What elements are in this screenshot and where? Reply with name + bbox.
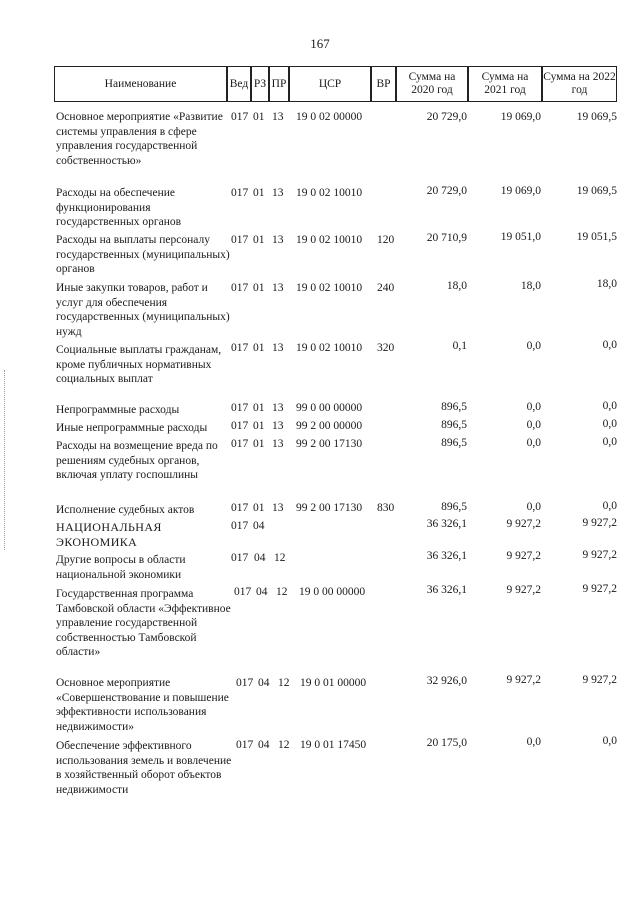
row-rz: 01 — [253, 282, 265, 294]
row-rz: 01 — [253, 438, 265, 450]
row-name: Основное мероприятие «Совершенствование и повышение эффективности использования недвижимости» — [56, 677, 229, 733]
row-ved: 017 — [231, 282, 249, 294]
row-pr: 13 — [272, 502, 284, 514]
row-csr: 99 2 00 17130 — [296, 502, 363, 514]
row-pr: 13 — [272, 420, 284, 432]
row-csr: 19 0 02 10010 — [296, 282, 363, 294]
row-sum-2020: 896,5 — [441, 419, 467, 431]
row-ved: 017 — [231, 342, 249, 354]
row-sum-2020: 18,0 — [446, 280, 467, 292]
row-sum-2021: 18,0 — [520, 280, 541, 292]
row-sum-2021: 19 069,0 — [500, 111, 541, 123]
row-sum-2020: 896,5 — [441, 501, 467, 513]
row-rz: 01 — [253, 111, 265, 123]
row-sum-2020: 0,1 — [452, 340, 467, 352]
row-sum-2020: 36 326,1 — [426, 550, 467, 562]
row-sum-2021: 19 051,0 — [500, 231, 541, 243]
row-pr: 13 — [272, 342, 284, 354]
row-name: Иные непрограммные расходы — [56, 422, 208, 434]
row-name: Социальные выплаты гражданам, кроме публичных нормативных социальных выплат — [56, 344, 222, 385]
row-sum-2021: 0,0 — [526, 736, 541, 748]
row-sum-2022: 0,0 — [602, 400, 617, 412]
row-sum-2020: 36 326,1 — [426, 518, 467, 530]
row-ved: 017 — [231, 402, 249, 414]
row-sum-2021: 9 927,2 — [506, 518, 541, 530]
row-sum-2022: 9 927,2 — [582, 549, 617, 561]
row-rz: 04 — [258, 739, 270, 751]
row-ved: 017 — [231, 187, 249, 199]
row-sum-2022: 19 069,5 — [576, 111, 617, 123]
row-name: Расходы на выплаты персоналу государственных (муниципальных) органов — [56, 234, 230, 275]
row-vr: 320 — [377, 342, 395, 354]
row-pr: 12 — [278, 739, 290, 751]
row-pr: 12 — [278, 677, 290, 689]
row-ved: 017 — [231, 502, 249, 514]
row-ved: 017 — [231, 438, 249, 450]
row-csr: 19 0 01 00000 — [300, 677, 367, 689]
row-sum-2020: 32 926,0 — [426, 675, 467, 687]
row-sum-2020: 896,5 — [441, 401, 467, 413]
row-pr: 12 — [274, 552, 286, 564]
row-sum-2022: 0,0 — [602, 500, 617, 512]
row-vr: 120 — [377, 234, 395, 246]
row-ved: 017 — [231, 552, 249, 564]
row-rz: 04 — [256, 586, 268, 598]
row-name: НАЦИОНАЛЬНАЯ ЭКОНОМИКА — [56, 520, 162, 549]
row-sum-2020: 20 175,0 — [426, 737, 467, 749]
row-name: Обеспечение эффективного использования земель и вовлечение в хозяйственный оборот объектов недвижимости — [56, 740, 232, 796]
row-sum-2021: 0,0 — [526, 419, 541, 431]
row-pr: 13 — [272, 234, 284, 246]
row-sum-2022: 18,0 — [596, 278, 617, 290]
row-sum-2022: 9 927,2 — [582, 517, 617, 529]
row-pr: 12 — [276, 586, 288, 598]
row-ved: 017 — [231, 234, 249, 246]
row-sum-2020: 896,5 — [441, 437, 467, 449]
row-sum-2022: 9 927,2 — [582, 583, 617, 595]
row-ved: 017 — [236, 739, 254, 751]
margin-mark — [4, 370, 11, 550]
header-rz: РЗ — [251, 66, 269, 102]
row-sum-2022: 0,0 — [602, 436, 617, 448]
row-rz: 04 — [258, 677, 270, 689]
row-pr: 13 — [272, 402, 284, 414]
row-sum-2020: 20 729,0 — [426, 111, 467, 123]
row-sum-2021: 19 069,0 — [500, 185, 541, 197]
header-ved: Вед — [227, 66, 251, 102]
row-name: Исполнение судебных актов — [56, 504, 195, 516]
row-rz: 01 — [253, 234, 265, 246]
row-name: Государственная программа Тамбовской области «Эффективное управление государственной собственностью Тамбовской области» — [56, 588, 231, 658]
row-name: Другие вопросы в области национальной экономики — [56, 554, 186, 581]
row-rz: 01 — [253, 342, 265, 354]
row-sum-2022: 0,0 — [602, 735, 617, 747]
row-name: Иные закупки товаров, работ и услуг для обеспечения государственных (муниципальных) нужд — [56, 282, 230, 338]
row-sum-2020: 36 326,1 — [426, 584, 467, 596]
row-csr: 19 0 01 17450 — [300, 739, 367, 751]
header-sum-2020: Сумма на 2020 год — [396, 66, 468, 102]
row-sum-2021: 0,0 — [526, 437, 541, 449]
row-sum-2021: 9 927,2 — [506, 584, 541, 596]
row-sum-2021: 9 927,2 — [506, 674, 541, 686]
row-sum-2021: 0,0 — [526, 501, 541, 513]
row-csr: 19 0 02 10010 — [296, 234, 363, 246]
row-ved: 017 — [236, 677, 254, 689]
row-csr: 19 0 00 00000 — [299, 586, 366, 598]
row-pr: 13 — [272, 111, 284, 123]
header-name: Наименование — [54, 66, 227, 102]
header-vr: ВР — [371, 66, 396, 102]
row-sum-2021: 9 927,2 — [506, 550, 541, 562]
row-csr: 19 0 02 10010 — [296, 187, 363, 199]
row-rz: 01 — [253, 420, 265, 432]
row-ved: 017 — [231, 520, 249, 532]
row-rz: 01 — [253, 502, 265, 514]
row-csr: 19 0 02 00000 — [296, 111, 363, 123]
row-pr: 13 — [272, 438, 284, 450]
row-name: Основное мероприятие «Развитие системы управления в сфере управления государственной собственностью» — [56, 111, 223, 167]
row-name: Расходы на возмещение вреда по решениям судебных органов, включая уплату госпошлины — [56, 440, 218, 481]
row-csr: 99 2 00 00000 — [296, 420, 363, 432]
row-name: Расходы на обеспечение функционирования государственных органов — [56, 187, 182, 228]
row-vr: 240 — [377, 282, 395, 294]
row-csr: 99 2 00 17130 — [296, 438, 363, 450]
page-number: 167 — [310, 36, 330, 51]
row-rz: 04 — [253, 520, 265, 532]
header-csr: ЦСР — [289, 66, 371, 102]
row-ved: 017 — [231, 111, 249, 123]
row-sum-2022: 19 051,5 — [576, 231, 617, 243]
row-rz: 01 — [253, 402, 265, 414]
row-sum-2020: 20 710,9 — [426, 232, 467, 244]
row-name: Непрограммные расходы — [56, 404, 180, 416]
row-csr: 19 0 02 10010 — [296, 342, 363, 354]
row-pr: 13 — [272, 187, 284, 199]
row-sum-2022: 0,0 — [602, 339, 617, 351]
row-pr: 13 — [272, 282, 284, 294]
row-sum-2022: 9 927,2 — [582, 674, 617, 686]
row-rz: 01 — [253, 187, 265, 199]
row-ved: 017 — [234, 586, 252, 598]
header-sum-2021: Сумма на 2021 год — [468, 66, 542, 102]
row-csr: 99 0 00 00000 — [296, 402, 363, 414]
row-sum-2022: 0,0 — [602, 418, 617, 430]
row-sum-2020: 20 729,0 — [426, 185, 467, 197]
row-ved: 017 — [231, 420, 249, 432]
row-vr: 830 — [377, 502, 395, 514]
row-sum-2021: 0,0 — [526, 401, 541, 413]
row-rz: 04 — [254, 552, 266, 564]
row-sum-2022: 19 069,5 — [576, 185, 617, 197]
row-sum-2021: 0,0 — [526, 340, 541, 352]
header-sum-2022: Сумма на 2022 год — [542, 66, 617, 102]
header-pr: ПР — [269, 66, 289, 102]
